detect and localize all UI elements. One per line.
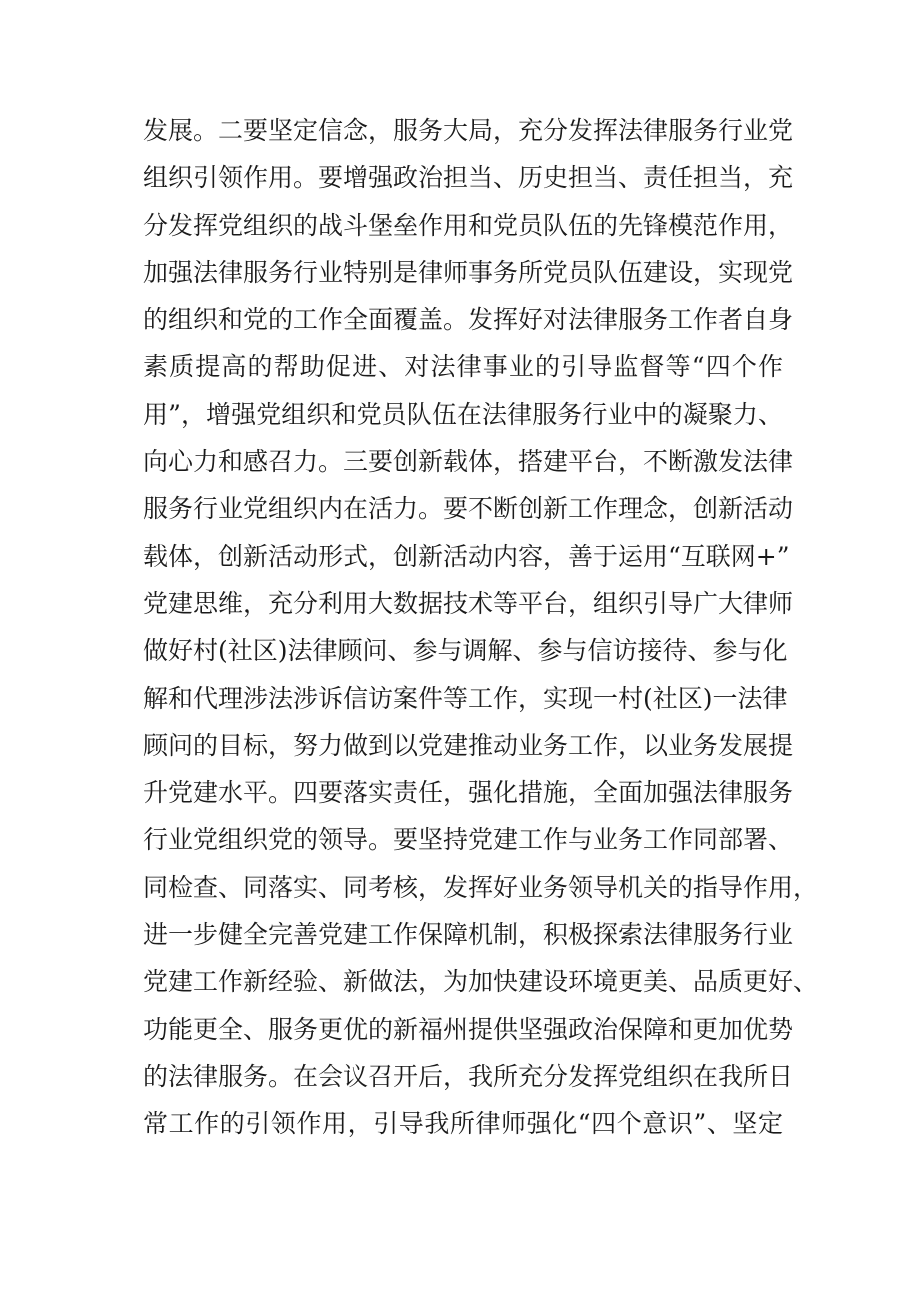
body-text [143,107,819,1148]
text-line: 行业党组织党的领导。要坚持党建工作与业务工作同部署、 [143,825,794,855]
text-line: 党建工作新经验、新做法，为加快建设环境更美、品质更好、 [143,967,819,997]
text-line: 组织引领作用。要增强政治担当、历史担当、责任担当，充 [143,163,794,193]
text-line: 的组织和党的工作全面覆盖。发挥好对法律服务工作者自身 [143,305,794,335]
text-line: 载体，创新活动形式，创新活动内容，善于运用“互联网+” [143,541,790,571]
text-line: 用”，增强党组织和党员队伍在法律服务行业中的凝聚力、 [143,399,783,429]
text-line: 同检查、同落实、同考核，发挥好业务领导机关的指导作用， [143,872,819,902]
text-line: 素质提高的帮助促进、对法律事业的引导监督等“四个作 [143,352,783,382]
text-line: 功能更全、服务更优的新福州提供坚强政治保障和更加优势 [143,1014,794,1044]
text-line: 分发挥党组织的战斗堡垒作用和党员队伍的先锋模范作用， [143,210,794,240]
text-line: 发展。二要坚定信念，服务大局，充分发挥法律服务行业党 [143,116,794,145]
text-line: 常工作的引领作用，引导我所律师强化“四个意识”、坚定 [143,1109,783,1139]
text-line: 顾问的目标，努力做到以党建推动业务工作，以业务发展提 [143,730,794,760]
text-line: 解和代理涉法涉诉信访案件等工作，实现一村(社区)一法律 [143,683,788,713]
text-line: 进一步健全完善党建工作保障机制，积极探索法律服务行业 [143,920,794,950]
text-line: 向心力和感召力。三要创新载体，搭建平台，不断激发法律 [143,447,794,477]
text-line: 做好村(社区)法律顾问、参与调解、参与信访接待、参与化 [143,636,788,666]
text-line: 的法律服务。在会议召开后，我所充分发挥党组织在我所日 [143,1061,794,1091]
text-line: 党建思维，充分利用大数据技术等平台，组织引导广大律师 [143,588,794,618]
text-line: 服务行业党组织内在活力。要不断创新工作理念，创新活动 [143,494,794,524]
text-line: 升党建水平。四要落实责任，强化措施，全面加强法律服务 [143,778,794,808]
text-line: 加强法律服务行业特别是律师事务所党员队伍建设，实现党 [143,257,794,287]
